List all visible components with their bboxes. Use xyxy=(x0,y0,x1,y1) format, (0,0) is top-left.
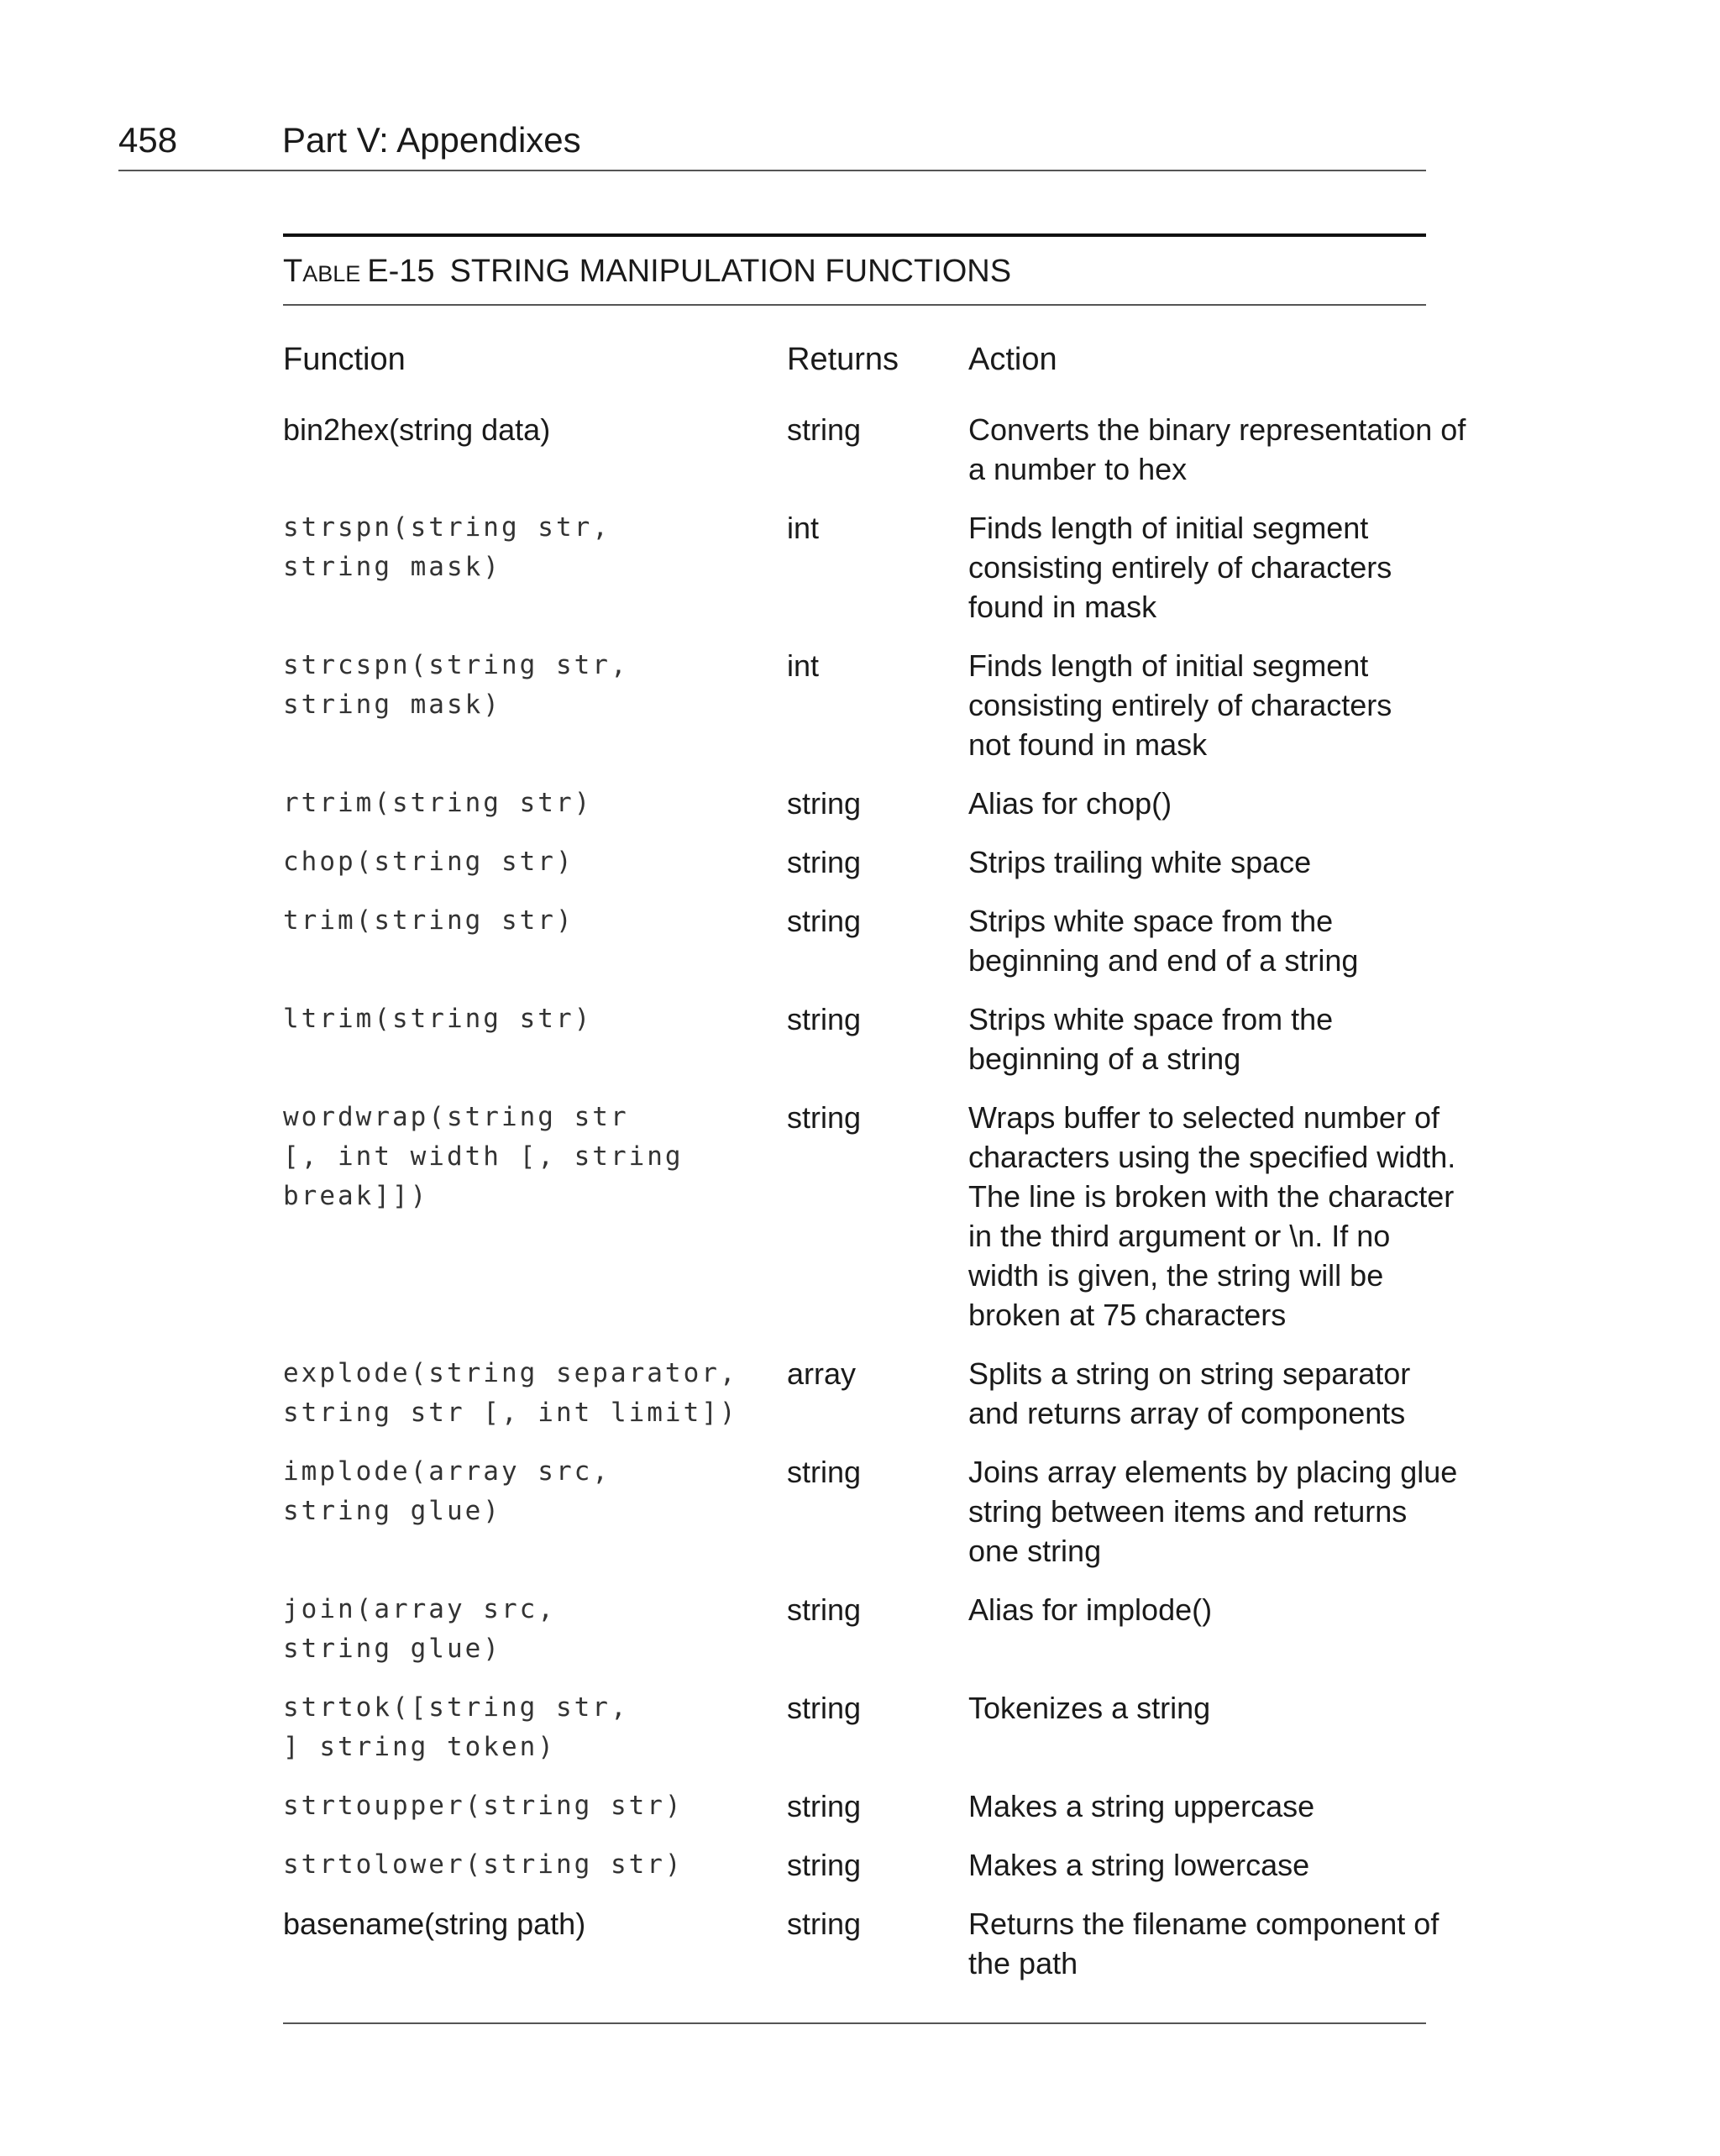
table-caption-label: Table xyxy=(283,254,361,289)
table-caption xyxy=(283,237,1426,306)
function-action: Joins array elements by placing glue string between items and returns one string xyxy=(968,1455,1458,1568)
function-action: Tokenizes a string xyxy=(968,1691,1211,1725)
table-row xyxy=(283,784,1426,842)
function-action: Alias for chop() xyxy=(968,786,1172,821)
table-row xyxy=(283,1452,1458,1590)
function-signature: strspn(string str, string mask) xyxy=(283,512,611,582)
return-type: string xyxy=(787,412,862,447)
function-signature: chop(string str) xyxy=(283,847,574,877)
page-number: 458 xyxy=(118,120,178,160)
return-type: int xyxy=(787,648,820,683)
function-action: Splits a string on string separator and returns array of components xyxy=(968,1356,1411,1430)
return-type: string xyxy=(787,786,862,821)
function-table xyxy=(283,233,1466,2024)
table-row xyxy=(283,1688,1426,1786)
table-caption-title: STRING MANIPULATION FUNCTIONS xyxy=(449,254,1012,289)
return-type: string xyxy=(787,1455,862,1489)
table-bottom-rule xyxy=(283,2022,1426,2024)
function-signature: basename(string path) xyxy=(283,1907,586,1941)
table-row xyxy=(283,1354,1426,1452)
table-row xyxy=(283,646,1426,784)
table-body xyxy=(283,410,1466,2002)
running-head xyxy=(118,116,1426,171)
return-type: string xyxy=(787,1907,862,1941)
function-signature: ltrim(string str) xyxy=(283,1004,593,1034)
table-row xyxy=(283,1590,1426,1688)
function-signature: bin2hex(string data) xyxy=(283,412,551,447)
table-row xyxy=(283,410,1466,508)
column-header-function: Function xyxy=(283,342,406,377)
running-title: Part V: Appendixes xyxy=(282,120,581,160)
function-signature: wordwrap(string str [, int width [, string break]]) xyxy=(283,1102,684,1211)
table-row xyxy=(283,1904,1439,2002)
column-header-returns: Returns xyxy=(787,342,899,377)
function-action: Strips white space from the beginning of a string xyxy=(968,1002,1334,1076)
table-row xyxy=(283,508,1426,646)
return-type: string xyxy=(787,1100,862,1135)
function-signature: join(array src, string glue) xyxy=(283,1594,556,1664)
table-header-row xyxy=(283,341,1426,393)
table-row xyxy=(283,1786,1426,1845)
function-signature: strtoupper(string str) xyxy=(283,1791,684,1821)
function-action: Converts the binary representation of a number to hex xyxy=(968,412,1466,486)
function-action: Alias for implode() xyxy=(968,1592,1213,1627)
return-type: string xyxy=(787,1789,862,1823)
function-action: Wraps buffer to selected number of characters using the specified width. The line is broken with the character in the third argument or \n. If no width is given, the string will be broken at 75 characters xyxy=(968,1100,1456,1332)
return-type: int xyxy=(787,511,820,545)
function-signature: trim(string str) xyxy=(283,905,574,936)
function-signature: strtok([string str, ] string token) xyxy=(283,1692,629,1762)
return-type: string xyxy=(787,1848,862,1882)
return-type: string xyxy=(787,845,862,879)
table-caption-number: E-15 xyxy=(367,254,435,289)
function-action: Makes a string lowercase xyxy=(968,1848,1310,1882)
table-row xyxy=(283,1098,1456,1354)
return-type: string xyxy=(787,1691,862,1725)
function-signature: rtrim(string str) xyxy=(283,788,593,818)
return-type: string xyxy=(787,1592,862,1627)
function-signature: implode(array src, string glue) xyxy=(283,1456,611,1526)
return-type: string xyxy=(787,904,862,938)
function-signature: strcspn(string str, string mask) xyxy=(283,650,629,720)
table-row xyxy=(283,842,1426,901)
return-type: array xyxy=(787,1356,857,1391)
table-row xyxy=(283,901,1426,999)
column-header-action: Action xyxy=(968,342,1057,377)
function-action: Finds length of initial segment consisting entirely of characters found in mask xyxy=(968,511,1392,624)
function-action: Makes a string uppercase xyxy=(968,1789,1315,1823)
table-row xyxy=(283,1845,1426,1904)
table-row xyxy=(283,999,1426,1098)
function-action: Returns the filename component of the path xyxy=(968,1907,1439,1980)
return-type: string xyxy=(787,1002,862,1036)
function-action: Finds length of initial segment consisting entirely of characters not found in mask xyxy=(968,648,1392,762)
function-signature: explode(string separator, string str [, int limit]) xyxy=(283,1358,738,1428)
function-action: Strips trailing white space xyxy=(968,845,1312,879)
function-action: Strips white space from the beginning and end of a string xyxy=(968,904,1359,978)
function-signature: strtolower(string str) xyxy=(283,1849,684,1880)
